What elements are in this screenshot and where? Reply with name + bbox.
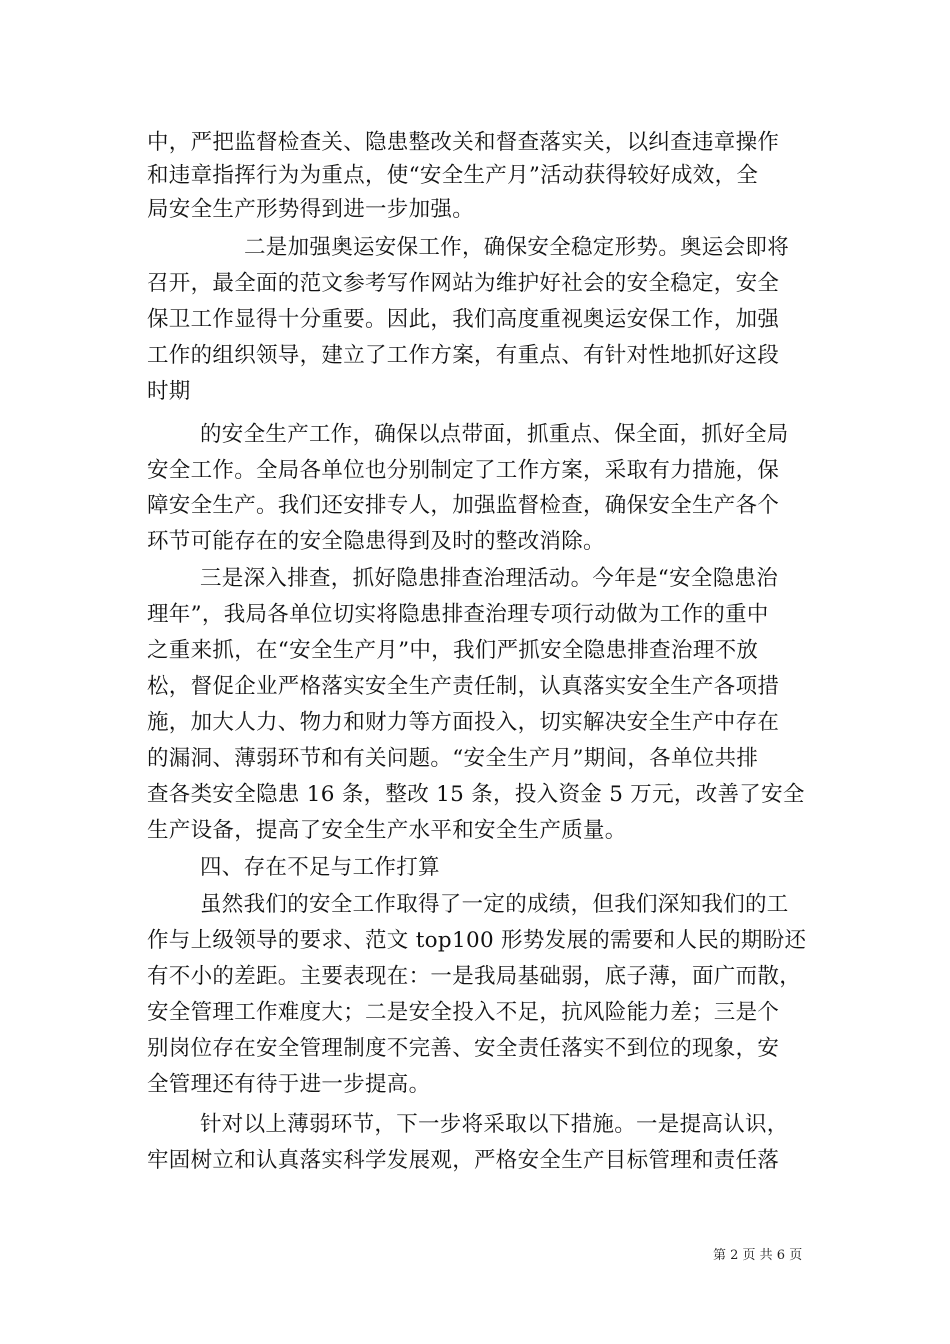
text-line: 时期 bbox=[147, 379, 191, 404]
text-line: 障安全生产。我们还安排专人，加强监督检查，确保安全生产各个 bbox=[147, 493, 780, 518]
paragraph-start-line: 虽然我们的安全工作取得了一定的成绩，但我们深知我们的工 bbox=[200, 892, 789, 917]
section-heading: 四、存在不足与工作打算 bbox=[200, 855, 440, 880]
text-line: 查各类安全隐患 16 条，整改 15 条，投入资金 5 万元，改善了安全 bbox=[147, 782, 805, 807]
text-line: 召开，最全面的范文参考写作网站为维护好社会的安全稳定，安全 bbox=[147, 271, 780, 296]
text-line: 理年”，我局各单位切实将隐患排查治理专项行动做为工作的重中 bbox=[147, 602, 769, 627]
text-line: 局安全生产形势得到进一步加强。 bbox=[147, 197, 475, 222]
text-line: 施，加大人力、物力和财力等方面投入，切实解决安全生产中存在 bbox=[147, 710, 780, 735]
text-line: 作与上级领导的要求、范文 top100 形势发展的需要和人民的期盼还 bbox=[147, 928, 807, 953]
paragraph-start-line: 二是加强奥运安保工作，确保安全稳定形势。奥运会即将 bbox=[244, 235, 790, 260]
text-line: 牢固树立和认真落实科学发展观，严格安全生产目标管理和责任落 bbox=[147, 1148, 780, 1173]
text-line: 别岗位存在安全管理制度不完善、安全责任落实不到位的现象，安 bbox=[147, 1036, 780, 1061]
text-line: 和违章指挥行为为重点，使“安全生产月”活动获得较好成效，全 bbox=[147, 163, 759, 188]
paragraph-start-line: 针对以上薄弱环节，下一步将采取以下措施。一是提高认识， bbox=[200, 1112, 789, 1137]
text-line: 的漏洞、薄弱环节和有关问题。“安全生产月”期间，各单位共排 bbox=[147, 746, 759, 771]
text-line: 安全工作。全局各单位也分别制定了工作方案，采取有力措施，保 bbox=[147, 458, 780, 483]
page-number: 第 2 页 共 6 页 bbox=[713, 1248, 803, 1263]
text-line: 工作的组织领导，建立了工作方案，有重点、有针对性地抓好这段 bbox=[147, 343, 780, 368]
text-line: 保卫工作显得十分重要。因此，我们高度重视奥运安保工作，加强 bbox=[147, 307, 780, 332]
text-line: 安全管理工作难度大；二是安全投入不足，抗风险能力差；三是个 bbox=[147, 1000, 780, 1025]
text-line: 全管理还有待于进一步提高。 bbox=[147, 1072, 431, 1097]
text-line: 有不小的差距。主要表现在：一是我局基础弱，底子薄，面广而散， bbox=[147, 964, 802, 989]
text-line: 中，严把监督检查关、隐患整改关和督查落实关，以纠查违章操作 bbox=[147, 130, 780, 155]
text-line: 环节可能存在的安全隐患得到及时的整改消除。 bbox=[147, 529, 605, 554]
text-line: 生产设备，提高了安全生产水平和安全生产质量。 bbox=[147, 818, 627, 843]
paragraph-start-line: 的安全生产工作，确保以点带面，抓重点、保全面，抓好全局 bbox=[200, 422, 789, 447]
text-line: 之重来抓，在“安全生产月”中，我们严抓安全隐患排查治理不放 bbox=[147, 638, 759, 663]
text-line: 松，督促企业严格落实安全生产责任制，认真落实安全生产各项措 bbox=[147, 674, 780, 699]
paragraph-start-line: 三是深入排查，抓好隐患排查治理活动。今年是“安全隐患治 bbox=[200, 566, 779, 591]
